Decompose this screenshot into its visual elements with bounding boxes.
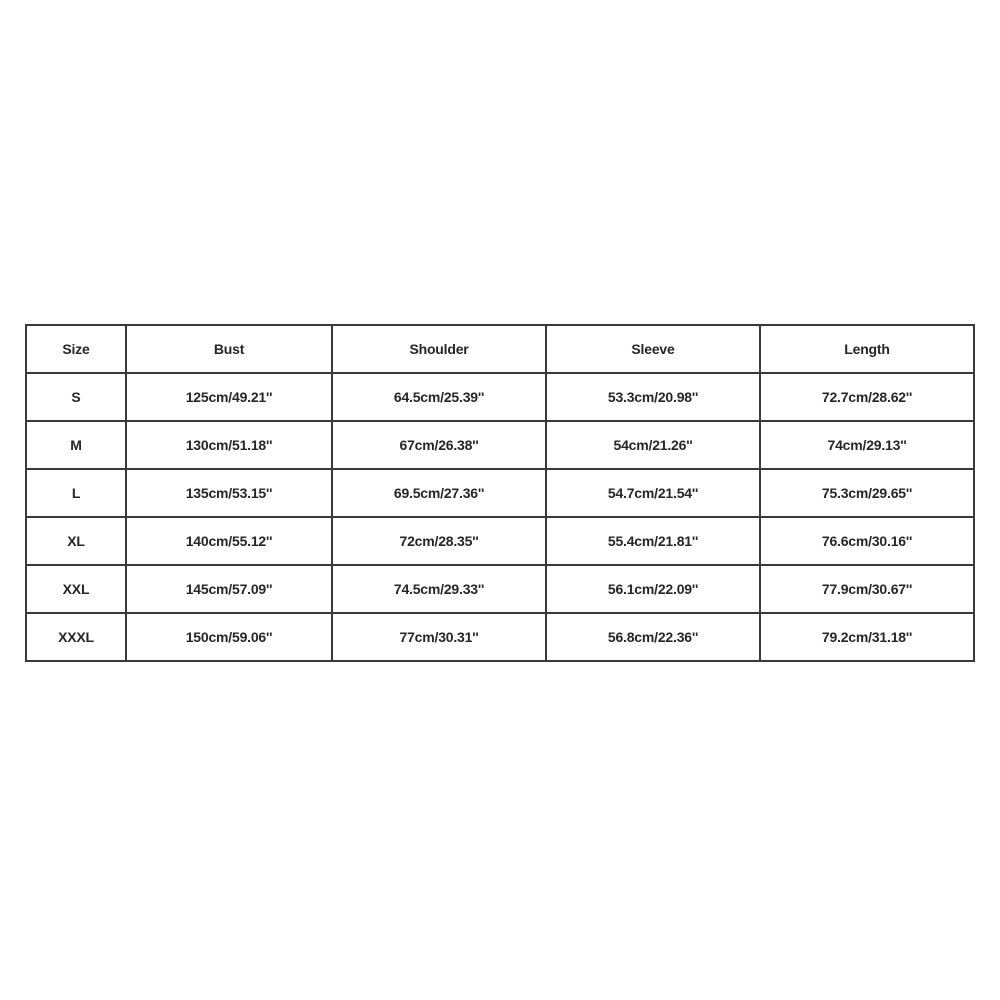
table-row bbox=[26, 373, 974, 421]
table-row bbox=[26, 613, 974, 661]
cell-sleeve: 53.3cm/20.98'' bbox=[546, 373, 760, 421]
cell-bust: 140cm/55.12'' bbox=[126, 517, 332, 565]
cell-shoulder: 64.5cm/25.39'' bbox=[332, 373, 546, 421]
table-header-row bbox=[26, 325, 974, 373]
cell-size: XXXL bbox=[26, 613, 126, 661]
cell-length: 74cm/29.13'' bbox=[760, 421, 974, 469]
cell-shoulder: 67cm/26.38'' bbox=[332, 421, 546, 469]
header-length: Length bbox=[760, 325, 974, 373]
cell-bust: 145cm/57.09'' bbox=[126, 565, 332, 613]
cell-length: 79.2cm/31.18'' bbox=[760, 613, 974, 661]
table-row bbox=[26, 469, 974, 517]
cell-shoulder: 77cm/30.31'' bbox=[332, 613, 546, 661]
cell-size: L bbox=[26, 469, 126, 517]
cell-sleeve: 54.7cm/21.54'' bbox=[546, 469, 760, 517]
cell-bust: 130cm/51.18'' bbox=[126, 421, 332, 469]
cell-length: 75.3cm/29.65'' bbox=[760, 469, 974, 517]
cell-shoulder: 72cm/28.35'' bbox=[332, 517, 546, 565]
cell-sleeve: 56.1cm/22.09'' bbox=[546, 565, 760, 613]
cell-sleeve: 55.4cm/21.81'' bbox=[546, 517, 760, 565]
cell-bust: 135cm/53.15'' bbox=[126, 469, 332, 517]
cell-length: 76.6cm/30.16'' bbox=[760, 517, 974, 565]
header-sleeve: Sleeve bbox=[546, 325, 760, 373]
size-chart-table bbox=[25, 324, 975, 662]
cell-size: XXL bbox=[26, 565, 126, 613]
header-bust: Bust bbox=[126, 325, 332, 373]
cell-size: S bbox=[26, 373, 126, 421]
header-size: Size bbox=[26, 325, 126, 373]
cell-bust: 125cm/49.21'' bbox=[126, 373, 332, 421]
cell-size: XL bbox=[26, 517, 126, 565]
cell-sleeve: 56.8cm/22.36'' bbox=[546, 613, 760, 661]
table-row bbox=[26, 421, 974, 469]
cell-shoulder: 74.5cm/29.33'' bbox=[332, 565, 546, 613]
cell-sleeve: 54cm/21.26'' bbox=[546, 421, 760, 469]
cell-size: M bbox=[26, 421, 126, 469]
cell-shoulder: 69.5cm/27.36'' bbox=[332, 469, 546, 517]
table-row bbox=[26, 565, 974, 613]
cell-length: 77.9cm/30.67'' bbox=[760, 565, 974, 613]
header-shoulder: Shoulder bbox=[332, 325, 546, 373]
table-row bbox=[26, 517, 974, 565]
cell-length: 72.7cm/28.62'' bbox=[760, 373, 974, 421]
cell-bust: 150cm/59.06'' bbox=[126, 613, 332, 661]
